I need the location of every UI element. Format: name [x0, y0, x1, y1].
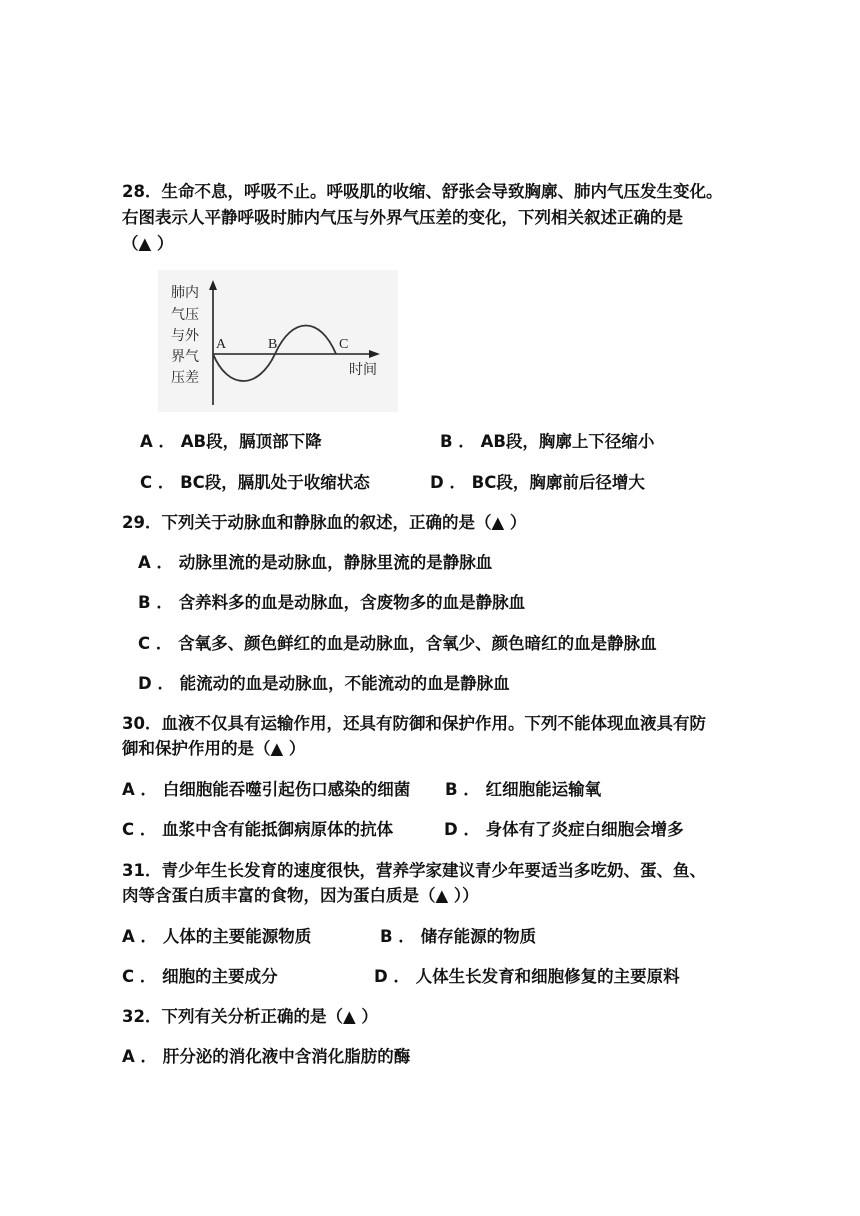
- pressure-difference-figure: [158, 270, 398, 412]
- q31-option-d: D ． 人体生长发育和细胞修复的主要原料: [374, 967, 680, 986]
- point-label-c: C: [339, 337, 349, 352]
- x-label: 时间: [349, 362, 377, 378]
- q31-stem-line1: 31．青少年生长发育的速度很快，营养学家建议青少年要适当多吃奶、蛋、鱼、: [122, 861, 706, 880]
- q30-option-c: C ． 血浆中含有能抵御病原体的抗体: [122, 820, 394, 839]
- q30-option-b: B ． 红细胞能运输氧: [445, 780, 602, 799]
- q29-option-c: C ． 含氧多、颜色鲜红的血是动脉血，含氧少、颜色暗红的血是静脉血: [138, 634, 657, 653]
- q28-stem-line2: 右图表示人平静呼吸时肺内气压与外界气压差的变化，下列相关叙述正确的是: [122, 208, 683, 227]
- y-label-2: 气压: [171, 307, 199, 323]
- q28-stem-line3: （▲ ）: [122, 234, 174, 253]
- pressure-graph: [158, 270, 398, 412]
- q28-stem-line1: 28．生命不息，呼吸不止。呼吸肌的收缩、舒张会导致胸廓、肺内气压发生变化。: [122, 182, 723, 201]
- q28-option-d: D ． BC段，胸廓前后径增大: [430, 473, 645, 492]
- q32-option-a: A ． 肝分泌的消化液中含消化脂肪的酶: [122, 1047, 411, 1066]
- q29-option-b: B ． 含养料多的血是动脉血，含废物多的血是静脉血: [138, 593, 526, 612]
- y-axis-arrow: [209, 280, 217, 290]
- q30-option-a: A ． 白细胞能吞噬引起伤口感染的细菌: [122, 780, 411, 799]
- y-label-3: 与外: [171, 328, 199, 344]
- y-label-1: 肺内: [171, 285, 199, 301]
- q30-option-d: D ． 身体有了炎症白细胞会增多: [444, 820, 684, 839]
- q30-stem-line1: 30．血液不仅具有运输作用，还具有防御和保护作用。下列不能体现血液具有防: [122, 714, 706, 733]
- q28-option-c: C ． BC段，膈肌处于收缩状态: [140, 473, 370, 492]
- q29-option-a: A ． 动脉里流的是动脉血，静脉里流的是静脉血: [138, 553, 493, 572]
- q28-option-b: B ． AB段，胸廓上下径缩小: [440, 432, 655, 451]
- q28-option-a: A ． AB段，膈顶部下降: [140, 432, 322, 451]
- q29-stem: 29．下列关于动脉血和静脉血的叙述，正确的是（▲ ）: [122, 513, 527, 532]
- point-label-a: A: [216, 337, 227, 352]
- y-label-5: 压差: [171, 370, 199, 386]
- q31-option-b: B ． 储存能源的物质: [380, 927, 537, 946]
- q32-stem: 32．下列有关分析正确的是（▲ ）: [122, 1007, 378, 1026]
- x-axis-arrow: [369, 350, 380, 358]
- q31-option-c: C ． 细胞的主要成分: [122, 967, 278, 986]
- q29-option-d: D ． 能流动的血是动脉血，不能流动的血是静脉血: [138, 674, 510, 693]
- y-label-4: 界气: [171, 349, 199, 365]
- q30-stem-line2: 御和保护作用的是（▲ ）: [122, 739, 306, 758]
- q31-stem-line2: 肉等含蛋白质丰富的食物，因为蛋白质是（▲ ））: [122, 886, 479, 905]
- q31-option-a: A ． 人体的主要能源物质: [122, 927, 312, 946]
- point-label-b: B: [268, 337, 278, 352]
